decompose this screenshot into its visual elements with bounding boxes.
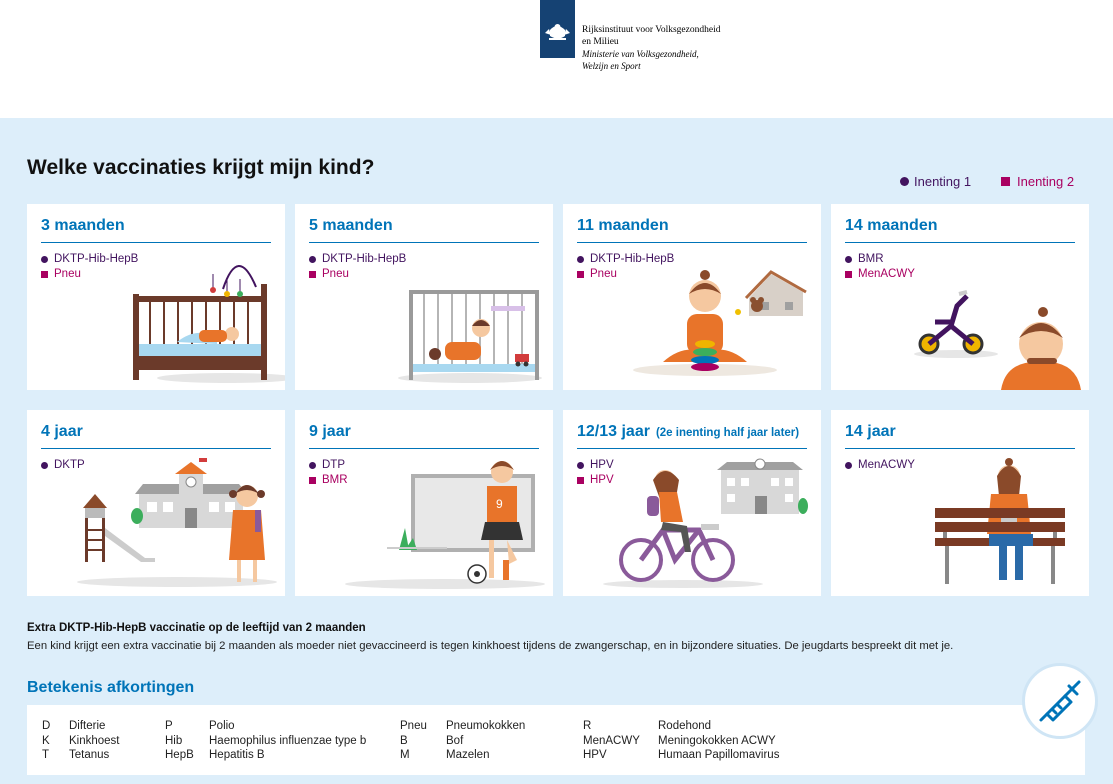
ministry-line-1: Ministerie van Volksgezondheid, [582,49,699,59]
abbr-meaning: Kinkhoest [69,734,120,747]
vaccine-dose-1 [577,459,614,471]
vaccine-dose-1 [845,253,884,265]
card-14-maanden [831,204,1089,390]
vaccine-name: Pneu [322,268,349,280]
card-divider [41,242,271,243]
card-divider [577,242,807,243]
dose-2-square-icon [845,271,852,278]
vaccine-name: Pneu [54,268,81,280]
abbr-meaning-col [658,719,779,763]
card-divider [309,448,539,449]
dose-2-square-icon [577,271,584,278]
card-title [577,423,799,441]
abbreviations-heading: Betekenis afkortingen [27,679,195,696]
card-14-jaar [831,410,1089,596]
dose-2-square-icon [41,271,48,278]
header [0,0,1113,118]
vaccine-name: BMR [858,253,884,265]
card-title: 14 jaar [845,423,896,440]
abbr-code-col [583,719,640,763]
org-line-1: Rijksinstituut voor Volksgezondheid [582,25,721,35]
card-12-13-jaar [563,410,821,596]
abbr-code: HPV [583,749,607,761]
vaccine-dose-1 [309,253,406,265]
extra-vaccination-heading: Extra DKTP-Hib-HepB vaccinatie op de leeftijd van 2 maanden [27,622,366,634]
abbr-code: R [583,720,592,732]
legend-dose-1 [900,174,971,189]
abbr-code: T [42,749,50,761]
abbr-code: D [42,720,51,732]
logo-text [582,24,720,72]
abbr-code-col [42,719,50,763]
vaccine-name: HPV [590,459,614,471]
abbr-meaning-col [69,719,120,763]
dose-1-dot-icon [577,256,584,263]
vaccine-name: BMR [322,474,348,486]
dose-1-dot-icon [41,462,48,469]
card-5-maanden [295,204,553,390]
card-title: 4 jaar [41,423,83,440]
abbr-meaning: Rodehond [658,720,712,732]
card-divider [41,448,271,449]
dose-1-dot-icon [900,177,909,186]
card-title: 5 maanden [309,217,393,234]
card-4-jaar [27,410,285,596]
dose-2-square-icon [309,271,316,278]
vaccine-name: HPV [590,474,614,486]
dose-2-square-icon [1001,177,1010,186]
dose-1-dot-icon [41,256,48,263]
legend-dose-1-label: Inenting 1 [914,174,972,189]
abbr-meaning: Meningokokken ACWY [658,734,776,747]
ministry-line-2: Welzijn en Sport [582,61,641,71]
abbreviations-table [27,705,1085,775]
dose-2-square-icon [577,477,584,484]
card-11-maanden [563,204,821,390]
vaccine-name: MenACWY [858,459,915,471]
syringe-icon [1025,666,1095,736]
extra-vaccination-text: Een kind krijgt een extra vaccinatie bij 2 maanden als moeder niet gevaccineerd is tegen kinkhoest tijdens de zwangerschap, en in bijzondere situaties. De jeugdarts bespreekt dit met je. [27,640,954,652]
card-divider [309,242,539,243]
abbr-code: Hib [165,734,183,747]
vaccine-dose-2 [577,268,617,280]
card-title: 3 maanden [41,217,125,234]
dose-1-dot-icon [845,256,852,263]
vaccine-name: DTP [322,459,345,471]
card-divider [577,448,807,449]
card-title: 14 maanden [845,217,938,234]
legend-dose-2 [1001,174,1074,189]
abbr-meaning: Pneumokokken [446,720,526,732]
card-3-maanden [27,204,285,390]
rijksoverheid-logo [540,0,575,58]
vaccine-dose-2 [577,474,614,486]
card-title: 9 jaar [309,423,351,440]
vaccine-dose-1 [845,459,915,471]
card-title-note: (2e inenting half jaar later) [655,427,800,439]
vaccine-dose-1 [309,459,345,471]
card-title: 11 maanden [577,217,669,234]
svg-text:9: 9 [496,497,503,511]
vaccine-name: DKTP-Hib-HepB [590,253,675,265]
vaccination-badge [1022,663,1098,739]
abbr-code-col [165,719,194,763]
legend-dose-2-label: Inenting 2 [1017,174,1075,189]
card-divider [845,448,1075,449]
abbr-code: P [165,720,173,732]
abbr-meaning: Tetanus [69,749,110,761]
page-title: Welke vaccinaties krijgt mijn kind? [27,156,375,179]
abbr-meaning: Mazelen [446,749,490,761]
abbr-code: MenACWY [583,734,640,747]
abbr-code: Pneu [400,720,427,732]
abbr-meaning: Haemophilus influenzae type b [209,734,367,747]
dose-1-dot-icon [845,462,852,469]
vaccine-dose-2 [309,474,348,486]
vaccine-name: DKTP-Hib-HepB [54,253,139,265]
vaccine-dose-1 [41,459,85,471]
vaccine-name: Pneu [590,268,617,280]
abbr-meaning: Polio [209,720,235,732]
abbr-meaning: Humaan Papillomavirus [658,749,780,761]
abbr-meaning-col [209,719,366,763]
card-9-jaar [295,410,553,596]
vaccine-dose-1 [41,253,138,265]
abbr-code: K [42,734,50,747]
vaccine-dose-2 [845,268,915,280]
card-title-text: 12/13 jaar [577,423,650,440]
abbr-code: M [400,749,410,761]
abbr-meaning-col [446,719,525,763]
vaccine-dose-2 [309,268,349,280]
vaccine-name: DKTP-Hib-HepB [322,253,407,265]
abbr-meaning: Bof [446,734,464,747]
abbr-code: B [400,734,408,747]
abbr-meaning: Difterie [69,720,106,732]
abbr-code-col [400,719,427,763]
vaccine-dose-2 [41,268,81,280]
abbr-meaning: Hepatitis B [209,749,265,761]
vaccine-name: MenACWY [858,268,915,280]
card-divider [845,242,1075,243]
vaccine-dose-1 [577,253,674,265]
org-line-2: en Milieu [582,37,619,47]
dose-1-dot-icon [309,256,316,263]
dose-2-square-icon [309,477,316,484]
vaccine-name: DKTP [54,459,85,471]
abbr-code: HepB [165,749,194,761]
dose-1-dot-icon [309,462,316,469]
dose-1-dot-icon [577,462,584,469]
